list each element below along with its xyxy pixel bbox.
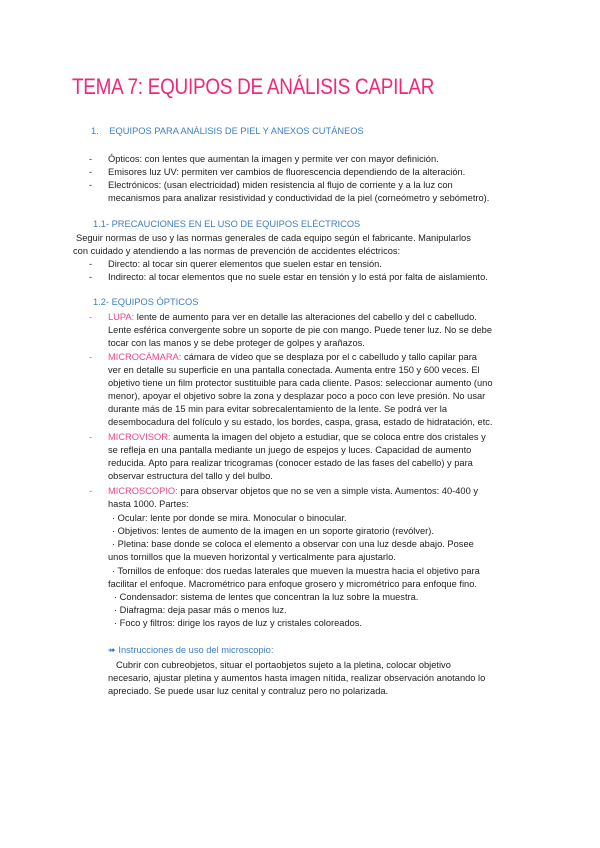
section-1-heading [91,126,364,136]
definition-line: Lente esférica convergente sobre un soporte de pie con mango. Puede tener luz. No se debe [108,325,493,335]
part-item: · Diafragma: deja pasar más o menos luz. [114,605,287,615]
paragraph-line: Cubrir con cubreobjetos, situar el portaobjetos sujeto a la pletina, colocar objetivo [116,660,451,670]
term-lupa: LUPA: [108,312,135,322]
section-1-title: EQUIPOS PARA ANÁLISIS DE PIEL Y ANEXOS CUTÁNEOS [109,126,364,136]
term-microvisor: MICROVISOR: [108,432,171,442]
instructions-heading [108,645,273,656]
bullet: - [89,432,93,442]
list-item-microvisor [108,431,486,444]
definition: lente de aumento para ver en detalle las alteraciones del cabello y del c cabelludo. [134,312,477,322]
part-item: · Foco y filtros: dirige los rayos de luz y cristales coloreados. [114,618,363,628]
list-item-microscopio [108,485,478,498]
list-item: Indirecto: al tocar elementos que no suele estar en tensión y lo está por falta de aislamiento. [108,272,488,282]
paragraph-line: Seguir normas de uso y las normas generales de cada equipo según el fabricante. Manipularlos [76,233,471,243]
definition: aumenta la imagen del objeto a estudiar, que se coloca entre dos cristales y [170,432,486,442]
list-item-continuation: mecanismos para analizar resistividad y conductividad de la piel (corneómetro y sebómetro). [108,193,490,203]
bullet: - [89,180,93,190]
part-item-continuation: facilitar el enfoque. Macrométrico para enfoque grosero y micrométrico para enfoque fino. [108,579,477,589]
part-item: · Ocular: lente por donde se mira. Monocular o binocular. [112,513,347,523]
definition-line: observar estructura del tallo y del bulbo. [108,471,273,481]
definition-line: durante más de 15 min para evitar sobrecalentamiento de la lente. Se podrá ver la [108,404,448,414]
definition-line: hasta 1000. Partes: [108,499,189,509]
part-item: · Objetivos: lentes de aumento de la imagen en un soporte giratorio (revólver). [112,526,434,536]
part-item: · Condensador: sistema de lentes que concentran la luz sobre la muestra. [114,592,419,602]
definition-line: tocar con las manos y se debe proteger de golpes y arañazos. [108,338,365,348]
list-item: Emisores luz UV: permiten ver cambios de fluorescencia dependiendo de la alteración. [108,167,466,177]
bullet: - [89,259,93,269]
definition-line: menor), apoyar el objetivo sobre la zona y desplazar poco a poco con leve presión. No usar [108,391,486,401]
definition-line: se refleja en una pantalla mediante un juego de espejos y luces. Capacidad de aumento [108,445,472,455]
part-item: · Tornillos de enfoque: dos ruedas laterales que mueven la muestra hacia el objetivo para [112,566,480,576]
part-item: · Pletina: base donde se coloca el elemento a observar con una luz desde abajo. Posee [112,539,474,549]
paragraph-line: necesario, ajustar pletina y aumentos hasta imagen nítida, realizar observación anotando lo [108,673,486,683]
list-item: Electrónicos: (usan electricidad) miden resistencia al flujo de corriente y a la luz con [108,180,453,190]
part-item-continuation: unos tornillos que la mueven horizontal y verticalmente para ajustarlo. [108,552,396,562]
bullet: - [89,352,93,362]
term-microcamara: MICROCÁMARA: [108,352,182,362]
definition-line: reducida. Apto para realizar tricogramas (conocer estado de las fases del cabello) y para [108,458,473,468]
section-1-number: 1. [91,126,99,136]
term-microscopio: MICROSCOPIO: [108,486,178,496]
bullet: - [89,486,93,496]
bullet: - [89,154,93,164]
paragraph-line: apreciado. Se puede usar luz cenital y contraluz pero no polarizada. [108,686,389,696]
definition: cámara de vídeo que se desplaza por el c cabelludo y tallo capilar para [181,352,477,362]
section-1-1-heading: 1.1- PRECAUCIONES EN EL USO DE EQUIPOS ELÉCTRICOS [93,219,361,229]
paragraph-line: con cuidado y atendiendo a las normas de prevención de accidentes eléctricos: [73,246,401,256]
list-item: Ópticos: con lentes que aumentan la imagen y permite ver con mayor definición. [108,154,439,164]
bullet: - [89,167,93,177]
definition-line: desembocadura del folículo y su estado, los bordes, caspa, grasa, estado de hidratación, etc. [108,417,493,427]
section-1-2-heading: 1.2- EQUIPOS ÓPTICOS [93,297,199,307]
definition: para observar objetos que no se ven a simple vista. Aumentos: 40-400 y [177,486,478,496]
arrow-icon: ➠ [108,645,116,655]
definition-line: objetivo tiene un film protector sustituible para cada cliente. Pasos: seleccionar aumento (uno [108,378,493,388]
list-item: Directo: al tocar sin querer elementos que suelen estar en tensión. [108,259,382,269]
page-title: TEMA 7: EQUIPOS DE ANÁLISIS CAPILAR [72,74,435,99]
bullet: - [89,312,93,322]
bullet: - [89,272,93,282]
list-item-microcamara [108,351,477,364]
instructions-title: Instrucciones de uso del microscopio: [118,645,274,655]
definition-line: ver en detalle su superficie en una pantalla conectada. Aumenta entre 150 y 600 veces. El [108,365,480,375]
list-item-lupa [108,311,477,324]
